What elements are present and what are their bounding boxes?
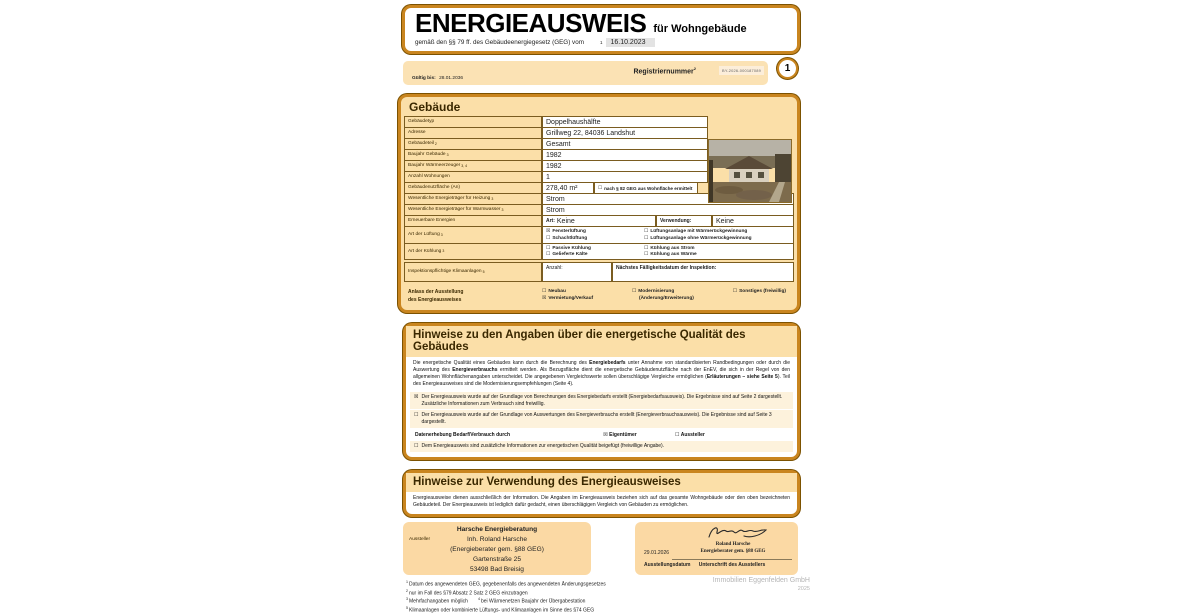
checkbox-icon: ☒ — [542, 295, 547, 301]
checkbox-icon: ☐ — [644, 245, 649, 251]
survey-label: Datenerhebung Bedarf/Verbrauch durch — [415, 431, 511, 438]
checkbox-label: Gelieferte Kälte — [552, 252, 588, 258]
occasion-row — [404, 287, 794, 305]
issue-date-label: Ausstellungsdatum — [644, 562, 691, 569]
checkbox-option — [644, 229, 752, 234]
checkbox-icon: ☐ — [414, 412, 419, 419]
checkbox-option — [632, 289, 694, 294]
certificate-document — [396, 0, 804, 615]
area-value: 278,40 m² — [542, 182, 594, 194]
issuer-company: Harsche Energieberatung — [456, 526, 538, 534]
issuer-owner: Inh. Roland Harsche — [466, 535, 528, 543]
watermark — [520, 577, 810, 593]
checkbox-label: Modernisierung — [638, 289, 675, 295]
label-text: Gebäudeteil — [408, 141, 434, 147]
footnote — [406, 606, 804, 615]
ventilation-row — [404, 226, 794, 244]
options-column — [546, 246, 634, 258]
label-text: Adresse — [408, 130, 426, 136]
footnote-text: bei Wärmenetzen Baujahr der Übergabestation — [480, 599, 586, 606]
checkbox-label: Schachtlüftung — [552, 235, 588, 241]
quality-hints-paragraph — [406, 357, 797, 391]
watermark-year: 2025 — [797, 585, 810, 592]
footnote-marker: 3 — [491, 197, 494, 202]
footnote-marker: 3 — [442, 249, 445, 254]
valid-until-date: 28.01.2036 — [439, 76, 464, 82]
checkbox-icon: ☒ — [546, 229, 551, 235]
label-text: Wesentliche Energieträger für Heizung — [408, 196, 491, 202]
checkbox-option — [546, 252, 634, 257]
checkbox-icon: ☐ — [546, 245, 551, 251]
footnote-text: nur im Fall des §79 Absatz 2 Satz 2 GEG einzutragen — [409, 590, 528, 597]
checkbox-statement — [410, 441, 793, 452]
usage-hints-title: Hinweise zur Verwendung des Energieausweises — [406, 473, 797, 492]
inspection-row — [404, 262, 794, 282]
footnote-marker: 3 — [440, 232, 443, 237]
options-column — [546, 229, 634, 241]
building-photo-image — [709, 140, 791, 202]
checkbox-option — [644, 252, 697, 257]
checkbox-label: Kühlung aus Strom — [650, 245, 695, 251]
text-segment: ermittelt werden. Als Bezugsfläche dient die energetische Gebäudenutzfläche nach der EnEV, die sich in der Regel von den allgemeinen Wohnflächenangaben unterscheidet. Die angegebenen Vergleichswerte sollen überschlägige Vergleiche ermöglichen ( — [413, 366, 790, 380]
text-segment-bold: Energiebedarfs — [589, 359, 626, 366]
text-segment: ). Teil des Energieausweises sind die Modernisierungsempfehlungen (Seite 4). — [413, 373, 790, 387]
building-section-title: Gebäude — [409, 100, 461, 115]
label-text: Anzahl Wohnungen — [408, 174, 450, 180]
footnote-marker: 2 — [406, 588, 408, 593]
options-columns — [546, 228, 790, 242]
options-column — [644, 246, 697, 258]
inspection-count-label: Anzahl: — [542, 262, 612, 282]
law-reference-text: gemäß den §§ 79 ff. des Gebäudeenergiegesetz (GEG) vom — [415, 39, 584, 47]
occasion-label-line1: Anlass der Ausstellung — [408, 289, 464, 296]
checkbox-icon: ☐ — [644, 235, 649, 241]
options-column — [542, 289, 593, 304]
checkbox-option — [644, 236, 752, 241]
law-date-value: 16.10.2023 — [606, 38, 654, 47]
issuer-qualification: (Energieberater gem. §88 GEG) — [450, 545, 544, 553]
certificate-header — [402, 5, 800, 54]
footnote-marker: 1 — [406, 580, 408, 585]
building-photo — [708, 139, 792, 203]
checkbox-label: nach § 82 GEG aus Wohnfläche ermittelt — [604, 185, 693, 191]
registry-label-text: Registriernummer — [633, 68, 694, 76]
footnote-text: Datum des angewendeten GEG, gegebenenfalls des angewendeten Änderungsgesetzes — [409, 581, 606, 588]
row-value: 1 — [542, 171, 708, 183]
footnote-text: Klimaanlagen oder kombinierte Lüftungs- und Klimaanlagen im Sinne des §74 GEG — [409, 607, 595, 614]
use-label: Verwendung: — [656, 215, 712, 227]
row-value: Gesamt — [542, 138, 708, 150]
checkbox-icon: ☐ — [546, 235, 551, 241]
row-value: Grillweg 22, 84036 Landshut — [542, 127, 708, 139]
checkbox-option — [644, 246, 697, 251]
checkbox-label: Sonstiges (freiwillig) — [739, 289, 786, 295]
signatory-title: Energieberater gem. §88 GEG — [700, 548, 766, 554]
footnote-marker: 4 — [477, 597, 480, 602]
checkbox-option — [733, 289, 786, 294]
data-survey-row — [406, 428, 797, 440]
checkbox-option — [565, 432, 675, 438]
quality-hints-section — [403, 323, 800, 460]
valid-until-label: Gültig bis: — [412, 76, 436, 82]
label-text: Gebäudetyp — [408, 119, 435, 125]
inspection-due-label: Nächstes Fälligkeitsdatum der Inspektion: — [612, 262, 794, 282]
ventilation-options — [542, 226, 794, 244]
text-segment-bold: Erläuterungen – siehe Seite 5 — [706, 373, 778, 380]
checkbox-icon: ☒ — [603, 431, 608, 438]
checkbox-label: Fensterlüftung — [552, 229, 586, 235]
checkbox-option — [546, 246, 634, 251]
signature-line — [672, 559, 792, 560]
page-title: ENERGIEAUSWEIS — [415, 8, 647, 38]
checkbox-icon: ☐ — [675, 431, 680, 438]
issuer-label: Aussteller — [409, 537, 431, 543]
row-label — [404, 262, 542, 282]
page-number-badge: 1 — [777, 58, 798, 79]
checkbox-label-line2: (Änderung/Erweiterung) — [638, 295, 694, 301]
cooling-options — [542, 243, 794, 261]
footnote-marker: 5 — [482, 270, 485, 275]
text-segment: Die energetische Qualität eines Gebäudes kann durch die Berechnung des — [413, 359, 590, 366]
checkbox-icon: ☐ — [644, 252, 649, 258]
page-subtitle: für Wohngebäude — [653, 23, 747, 35]
occasion-label-line2: des Energieausweises — [408, 296, 462, 303]
footnote-marker: 2 — [434, 142, 437, 147]
checkbox-label: Lüftungsanlage mit Wärmerückgewinnung — [650, 229, 748, 235]
signature-icon — [706, 524, 770, 540]
footnote — [406, 597, 804, 606]
checkbox-label: Eigentümer — [609, 431, 637, 438]
law-reference-row — [415, 38, 787, 47]
checkbox-label: Passive Kühlung — [552, 245, 591, 251]
checkbox-icon: ☐ — [631, 289, 637, 295]
text-segment-bold: Energieverbrauchs — [452, 366, 498, 373]
occasion-options — [542, 289, 790, 304]
label-text: Baujahr Wärmeerzeuger — [408, 163, 461, 169]
row-label — [404, 243, 542, 261]
registry-number-label — [633, 66, 696, 75]
quality-hints-title: Hinweise zu den Angaben über die energetische Qualität des Gebäudes — [406, 326, 797, 357]
footnote-marker: 3 — [501, 208, 504, 213]
footnote-marker: 3 — [406, 597, 408, 602]
checkbox-icon: ☐ — [414, 442, 419, 449]
statement-text: Dem Energieausweis sind zusätzliche Informationen zur energetischen Qualität beigefügt (freiwillige Angabe). — [421, 442, 665, 449]
usage-hints-paragraph: Energieausweise dienen ausschließlich der Information. Die Angaben im Energieausweis beziehen sich auf das gesamte Wohngebäude oder den oben bezeichneten Gebäudeteil. Der Energieausweis ist lediglich dafür gedacht, einen überschlägigen Vergleich von Gebäuden zu ermöglichen. — [413, 494, 790, 508]
checkbox-statement — [410, 392, 793, 410]
signature-panel — [635, 522, 798, 575]
options-columns — [546, 245, 790, 259]
checkbox-icon: ☐ — [546, 252, 551, 258]
issuer-street: Gartenstraße 25 — [472, 555, 521, 563]
checkbox-statement — [410, 410, 793, 428]
checkbox-option — [542, 296, 593, 301]
footnote-text: Mehrfachangaben möglich — [409, 599, 468, 606]
checkbox-icon: ☒ — [414, 393, 419, 400]
options-column — [733, 289, 786, 304]
row-label — [404, 226, 542, 244]
checkbox-option — [546, 229, 634, 234]
label-text: Erneuerbare Energien — [408, 218, 456, 224]
statement-text: Der Energieausweis wurde auf der Grundlage von Auswertungen des Energieverbrauchs erstellt (Energieverbrauchsausweis). Die Ergebnisse sind auf Seite 3 dargestellt. — [421, 412, 772, 426]
signature-caption: Unterschrift des Ausstellers — [698, 562, 766, 569]
row-value: 1982 — [542, 160, 708, 172]
label-text: Art der Kühlung — [408, 248, 442, 254]
usage-hints-section — [403, 470, 800, 518]
registry-bar — [403, 61, 768, 85]
label-text: Gebäudenutzfläche (An) — [408, 185, 460, 191]
occasion-label — [408, 289, 542, 304]
checkbox-label: Neubau — [548, 289, 566, 295]
label-text: Inspektionspflichtige Klimaanlagen — [408, 269, 482, 275]
checkbox-label: Vermietung/Verkauf — [548, 295, 594, 301]
label-text: Wesentliche Energieträger für Warmwasser — [408, 207, 501, 213]
footnote-marker: 5 — [406, 606, 408, 611]
art-value: Keine — [556, 217, 575, 225]
row-value: 1982 — [542, 149, 708, 161]
issuer-city: 53498 Bad Breisig — [470, 565, 524, 573]
statement-text: Der Energieausweis wurde auf der Grundlage von Berechnungen des Energiebedarfs erstellt (Energiebedarfsausweis). Die Ergebnisse sind auf Seite 2 dargestellt. Zusätzliche Informationen zum Verbrauch sind freiwillig. — [421, 393, 783, 407]
options-column — [632, 289, 694, 304]
issue-date: 29.01.2026 — [644, 550, 670, 557]
options-column — [644, 229, 752, 241]
checkbox-icon: ☐ — [644, 229, 649, 235]
checkbox-option — [546, 236, 634, 241]
title-row — [415, 10, 787, 37]
checkbox-icon: ☐ — [598, 185, 603, 191]
valid-until — [412, 76, 463, 81]
issuer-address-block — [403, 525, 591, 574]
use-value: Keine — [712, 215, 794, 227]
law-footnote-marker: 1 — [599, 40, 603, 46]
checkbox-icon: ☐ — [542, 289, 547, 295]
registry-footnote-marker: 2 — [693, 66, 696, 72]
issuer-row — [403, 522, 804, 575]
checkbox-option — [675, 432, 705, 438]
signature-name-block — [672, 542, 794, 556]
issuer-address-panel — [403, 522, 591, 575]
label-text: Art der Lüftung — [408, 232, 440, 238]
checkbox-option — [542, 289, 593, 294]
art-label: Art: — [546, 218, 555, 225]
footnote-marker: 3, 4 — [461, 164, 468, 169]
row-value: Doppelhaushälfte — [542, 116, 708, 128]
checkbox-label: Kühlung aus Wärme — [650, 252, 697, 258]
checkbox-icon: ☐ — [732, 289, 738, 295]
checkbox-label: Lüftungsanlage ohne Wärmerückgewinnung — [650, 235, 752, 241]
building-section — [398, 94, 800, 313]
registry-number-value: BY-2026-000187089 — [719, 66, 764, 75]
watermark-company: Immobilien Eggenfelden GmbH — [712, 577, 810, 584]
signatory-name: Roland Harsche — [715, 542, 751, 548]
checkbox-label: Aussteller — [680, 431, 705, 438]
footnote-marker: 3 — [446, 153, 449, 158]
label-text: Baujahr Gebäude — [408, 152, 446, 158]
row-value: Strom — [542, 193, 794, 205]
row-value: Strom — [542, 204, 794, 216]
cooling-row — [404, 243, 794, 261]
text-segment: unter Annahme von standardisierten Randbedingungen oder durch die Auswertung des — [413, 359, 790, 373]
